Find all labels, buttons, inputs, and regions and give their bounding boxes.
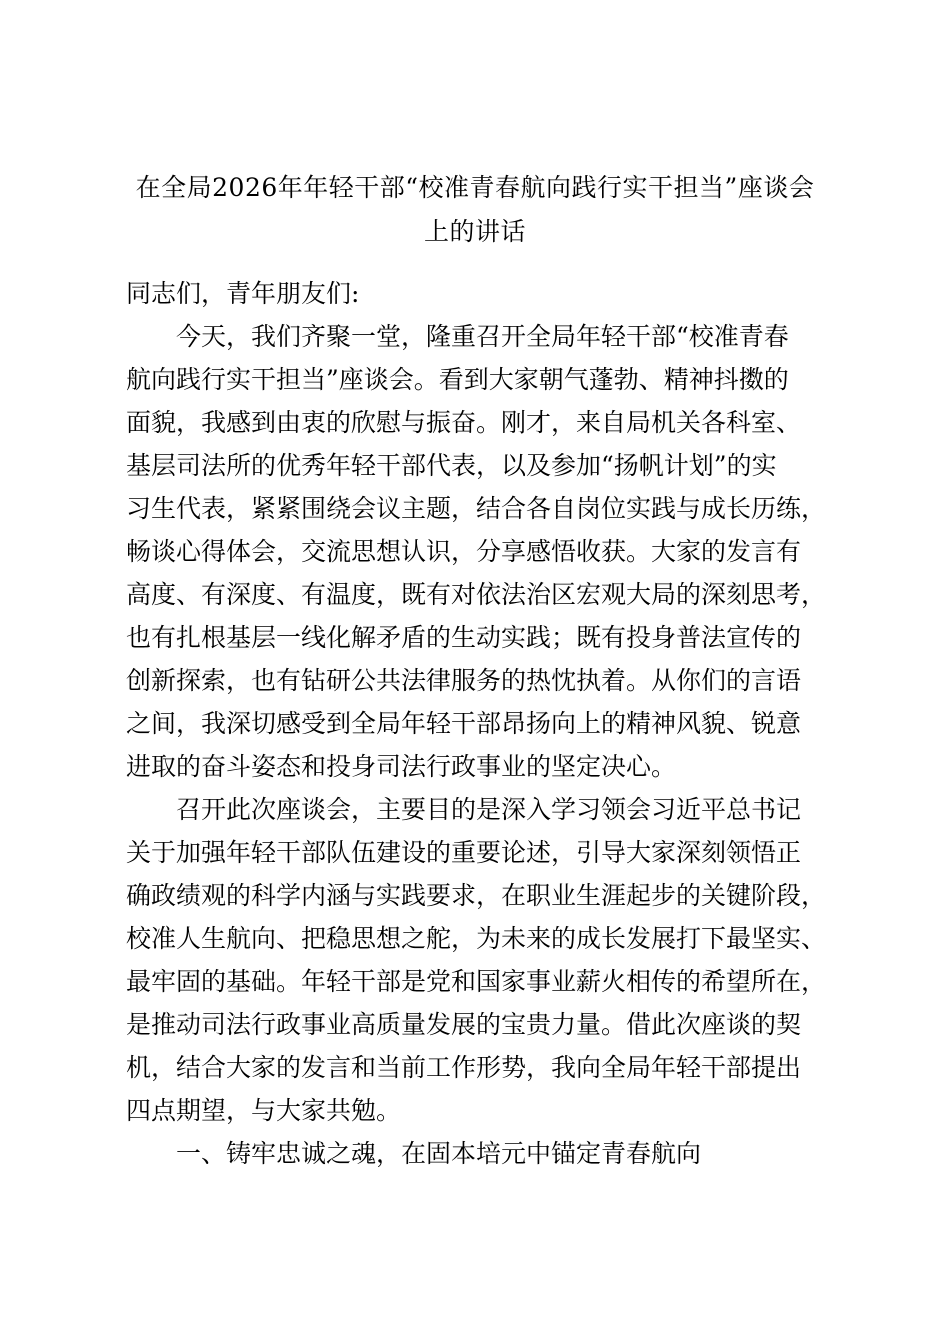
- paragraph-line: 召开此次座谈会，主要目的是深入学习领会习近平总书记: [126, 795, 802, 824]
- paragraph-line: 基层司法所的优秀年轻干部代表，以及参加“扬帆计划”的实: [126, 451, 777, 480]
- paragraph-line: 确政绩观的科学内涵与实践要求，在职业生涯起步的关键阶段，: [126, 881, 827, 910]
- paragraph-line: 也有扎根基层一线化解矛盾的生动实践；既有投身普法宣传的: [126, 623, 802, 652]
- paragraph-line: 畅谈心得体会，交流思想认识，分享感悟收获。大家的发言有: [126, 537, 802, 566]
- paragraph-line: 关于加强年轻干部队伍建设的重要论述，引导大家深刻领悟正: [126, 838, 802, 867]
- document-body: [126, 272, 840, 1175]
- paragraph-line: 之间，我深切感受到全局年轻干部昂扬向上的精神风貌、锐意: [126, 709, 802, 738]
- section-heading: 一、铸牢忠诚之魂，在固本培元中锚定青春航向: [126, 1139, 702, 1168]
- paragraph-2: [126, 788, 840, 1132]
- paragraph-line: 四点期望，与大家共勉。: [126, 1096, 402, 1125]
- paragraph-line: 今天，我们齐聚一堂，隆重召开全局年轻干部“校准青春: [126, 322, 789, 351]
- paragraph-line: 是推动司法行政事业高质量发展的宝贵力量。借此次座谈的契: [126, 1010, 802, 1039]
- title-line: 在全局2026年年轻干部“校准青春航向践行实干担当”座谈会: [135, 173, 815, 202]
- document-title: [110, 166, 840, 254]
- paragraph-line: 机，结合大家的发言和当前工作形势，我向全局年轻干部提出: [126, 1053, 802, 1082]
- salutation: 同志们，青年朋友们:: [126, 279, 360, 308]
- paragraph-line: 最牢固的基础。年轻干部是党和国家事业薪火相传的希望所在，: [126, 967, 827, 996]
- paragraph-line: 进取的奋斗姿态和投身司法行政事业的坚定决心。: [126, 752, 677, 781]
- paragraph-line: 校准人生航向、把稳思想之舵，为未来的成长发展打下最坚实、: [126, 924, 827, 953]
- paragraph-line: 习生代表，紧紧围绕会议主题，结合各自岗位实践与成长历练，: [126, 494, 827, 523]
- paragraph-line: 高度、有深度、有温度，既有对依法治区宏观大局的深刻思考，: [126, 580, 827, 609]
- paragraph-line: 航向践行实干担当”座谈会。看到大家朝气蓬勃、精神抖擞的: [126, 365, 789, 394]
- paragraph-line: 面貌，我感到由衷的欣慰与振奋。刚才，来自局机关各科室、: [126, 408, 802, 437]
- paragraph-line: 创新探索，也有钻研公共法律服务的热忱执着。从你们的言语: [126, 666, 802, 695]
- paragraph-1: [126, 315, 840, 788]
- title-line: 上的讲话: [423, 217, 526, 246]
